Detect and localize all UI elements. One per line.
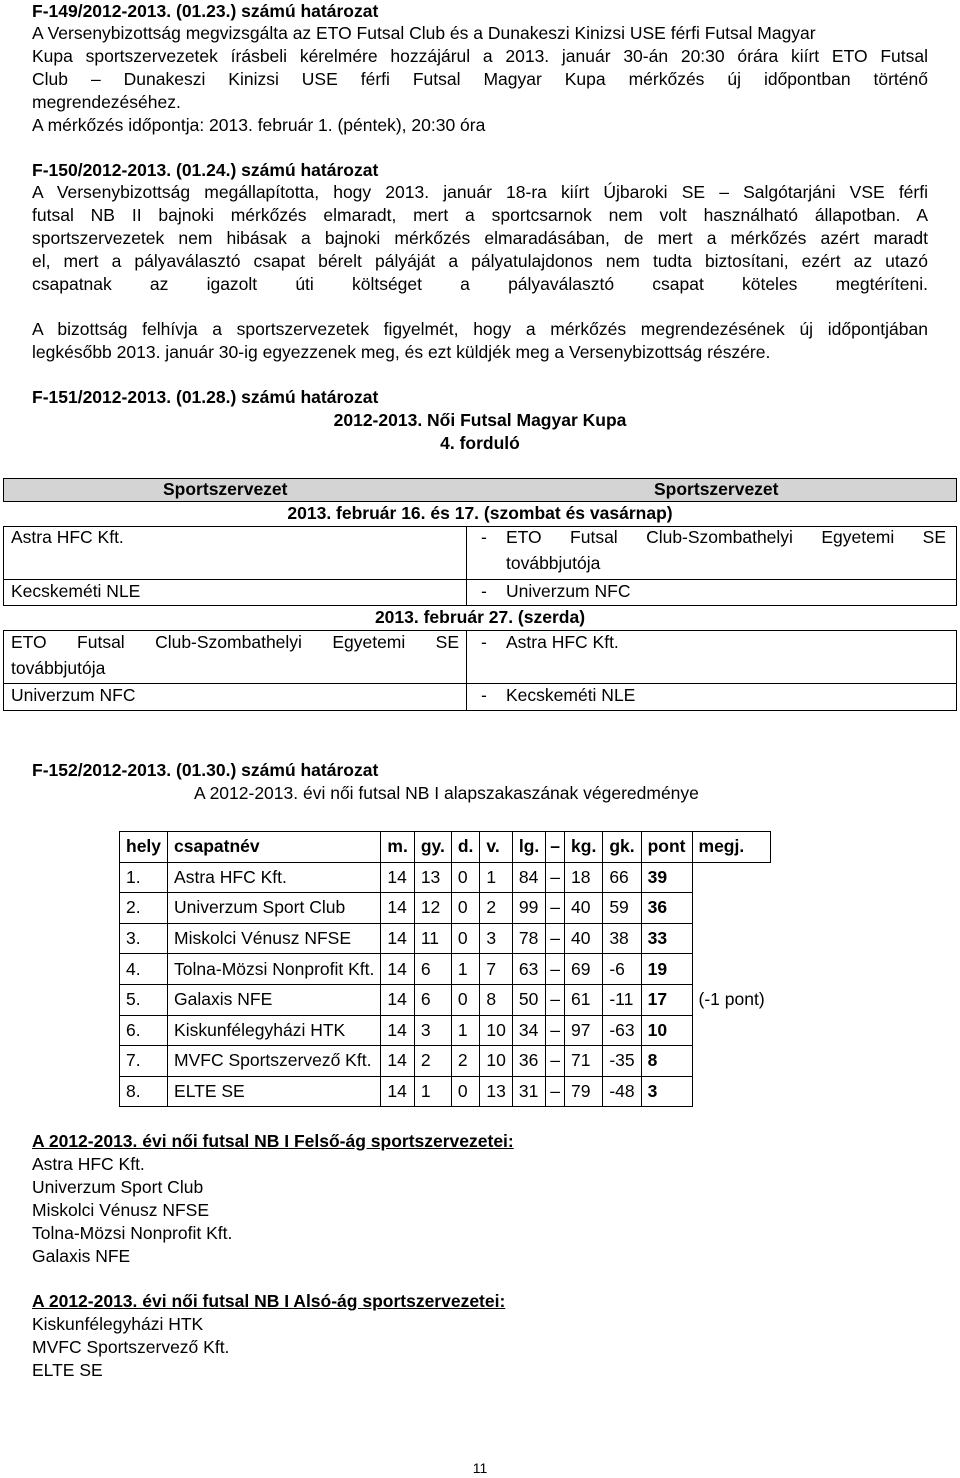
standings-cell-m: 14	[381, 893, 414, 924]
date-row-1: 2013. február 16. és 17. (szombat és vasárnap)	[287, 503, 673, 523]
standings-cell-pts: 17	[641, 984, 692, 1015]
resolution-150-title: F-150/2012-2013. (01.24.) számú határozat	[32, 160, 379, 180]
standings-cell-l: 10	[480, 1015, 512, 1046]
standings-cell-m: 14	[381, 984, 414, 1015]
standings-cell-l: 8	[480, 984, 512, 1015]
match-4-home: Univerzum NFC	[11, 685, 136, 705]
standings-row	[120, 862, 771, 893]
resolution-151-title: F-151/2012-2013. (01.28.) számú határozat	[32, 387, 379, 407]
standings-cell-pos: 6.	[120, 1015, 168, 1046]
standings-cell-team: Miskolci Vénusz NFSE	[168, 923, 381, 954]
standings-cell-note	[692, 862, 771, 893]
resolution-149-line-2: Kupa sportszervezetek írásbeli kérelmére hozzájárul a 2013. január 30-án 20:30 órára kiírt ETO Futsal	[32, 46, 928, 66]
header-cell: csapatnév	[168, 832, 381, 863]
standings-cell-gf: 63	[512, 954, 545, 985]
standings-subtitle: A 2012-2013. évi női futsal NB I alapszakaszának végeredménye	[194, 783, 699, 803]
resolution-149-line-4: megrendezéséhez.	[32, 92, 181, 112]
standings-cell-pts: 3	[641, 1076, 692, 1107]
standings-cell-w: 11	[414, 923, 451, 954]
resolution-150-line-2: futsal NB II bajnoki mérkőzés elmaradt, mert a sportcsarnok nem volt használható állapotban. A	[32, 205, 928, 225]
header-cell: lg.	[512, 832, 545, 863]
upper-club-3: Miskolci Vénusz NFSE	[32, 1200, 209, 1220]
standings-table	[119, 831, 771, 1107]
standings-cell-w: 6	[414, 954, 451, 985]
standings-cell-gd: -63	[603, 1015, 641, 1046]
match-1-home: Astra HFC Kft.	[11, 527, 124, 547]
header-cell: hely	[120, 832, 168, 863]
upper-club-4: Tolna-Mözsi Nonprofit Kft.	[32, 1223, 233, 1243]
standings-cell-dash: –	[546, 1076, 565, 1107]
header-away-club: Sportszervezet	[654, 479, 779, 499]
standings-row	[120, 954, 771, 985]
page-number: 11	[472, 1460, 488, 1476]
standings-cell-gf: 50	[512, 984, 545, 1015]
standings-cell-m: 14	[381, 954, 414, 985]
standings-cell-pts: 33	[641, 923, 692, 954]
standings-cell-dash: –	[546, 1046, 565, 1077]
header-cell: d.	[451, 832, 480, 863]
match-3-home: ETO Futsal Club-Szombathelyi Egyetemi SE	[11, 632, 459, 652]
header-cell: v.	[480, 832, 512, 863]
standings-cell-pos: 5.	[120, 984, 168, 1015]
standings-cell-m: 14	[381, 862, 414, 893]
standings-cell-gf: 99	[512, 893, 545, 924]
standings-cell-w: 1	[414, 1076, 451, 1107]
match-2-home: Kecskeméti NLE	[11, 581, 141, 601]
standings-cell-pts: 39	[641, 862, 692, 893]
upper-group-title: A 2012-2013. évi női futsal NB I Felső-ág sportszervezetei:	[32, 1131, 514, 1151]
standings-cell-note	[692, 1046, 771, 1077]
resolution-152-title: F-152/2012-2013. (01.30.) számú határozat	[32, 760, 379, 780]
match-3-sep: -	[481, 632, 487, 652]
standings-cell-ga: 61	[565, 984, 603, 1015]
date-row-2: 2013. február 27. (szerda)	[374, 607, 586, 627]
standings-cell-ga: 97	[565, 1015, 603, 1046]
standings-cell-gf: 31	[512, 1076, 545, 1107]
standings-cell-note: (-1 pont)	[698, 989, 765, 1010]
resolution-149-title: F-149/2012-2013. (01.23.) számú határozat	[32, 1, 379, 21]
standings-cell-dash: –	[546, 1015, 565, 1046]
cup-title: 2012-2013. Női Futsal Magyar Kupa	[333, 410, 627, 430]
standings-row	[120, 1046, 771, 1077]
standings-cell-team: Kiskunfélegyházi HTK	[168, 1015, 381, 1046]
standings-cell-m: 14	[381, 1076, 414, 1107]
standings-cell-l: 7	[480, 954, 512, 985]
resolution-150-line-6: A bizottság felhívja a sportszervezetek figyelmét, hogy a mérkőzés megrendezésének új időpontjában	[32, 319, 928, 339]
header-cell: gk.	[603, 832, 641, 863]
standings-cell-dash: –	[546, 984, 565, 1015]
standings-cell-l: 1	[480, 862, 512, 893]
standings-cell-w: 12	[414, 893, 451, 924]
standings-row	[120, 893, 771, 924]
header-cell: kg.	[565, 832, 603, 863]
standings-cell-m: 14	[381, 923, 414, 954]
standings-cell-gd: 38	[603, 923, 641, 954]
standings-cell-gd: 59	[603, 893, 641, 924]
standings-cell-team: Tolna-Mözsi Nonprofit Kft.	[168, 954, 381, 985]
standings-cell-d: 0	[451, 923, 480, 954]
standings-cell-ga: 79	[565, 1076, 603, 1107]
standings-cell-pts: 19	[641, 954, 692, 985]
standings-cell-ga: 71	[565, 1046, 603, 1077]
standings-cell-note	[692, 1076, 771, 1107]
round-title: 4. forduló	[440, 433, 520, 453]
standings-cell-gd: 66	[603, 862, 641, 893]
standings-cell-d: 1	[451, 954, 480, 985]
standings-cell-m: 14	[381, 1046, 414, 1077]
match-2-sep: -	[481, 581, 487, 601]
upper-club-1: Astra HFC Kft.	[32, 1154, 145, 1174]
standings-cell-dash: –	[546, 954, 565, 985]
standings-cell-team: Astra HFC Kft.	[168, 862, 381, 893]
header-cell: megj.	[692, 832, 771, 863]
standings-cell-gd: -11	[603, 984, 641, 1015]
standings-cell-team: Galaxis NFE	[168, 984, 381, 1015]
standings-cell-team: MVFC Sportszervező Kft.	[168, 1046, 381, 1077]
header-home-club: Sportszervezet	[163, 479, 288, 499]
standings-cell-d: 0	[451, 984, 480, 1015]
resolution-149-line-1: A Versenybizottság megvizsgálta az ETO Futsal Club és a Dunakeszi Kinizsi USE férfi Futsal Magyar	[32, 23, 816, 43]
standings-cell-note	[692, 893, 771, 924]
standings-cell-pos: 3.	[120, 923, 168, 954]
upper-club-5: Galaxis NFE	[32, 1246, 131, 1266]
resolution-150-line-7: legkésőbb 2013. január 30-ig egyezzenek meg, és ezt küldjék meg a Versenybizottság részére.	[32, 342, 771, 362]
standings-cell-gf: 84	[512, 862, 545, 893]
standings-cell-d: 1	[451, 1015, 480, 1046]
standings-cell-gd: -35	[603, 1046, 641, 1077]
fixtures-header	[3, 478, 957, 502]
header-cell: m.	[381, 832, 414, 863]
resolution-150-line-4: el, mert a pályaválasztó csapat bérelt pályáját a pályatulajdonos nem tudta biztosítani, ezért az utazó	[32, 251, 928, 271]
match-3-home-cont: továbbjutója	[11, 658, 106, 678]
standings-cell-pts: 8	[641, 1046, 692, 1077]
match-1-away-cont: továbbjutója	[506, 553, 601, 573]
standings-cell-gf: 78	[512, 923, 545, 954]
standings-cell-pos: 1.	[120, 862, 168, 893]
standings-cell-gd: -6	[603, 954, 641, 985]
standings-cell-ga: 40	[565, 923, 603, 954]
standings-row	[120, 1076, 771, 1107]
standings-cell-gf: 34	[512, 1015, 545, 1046]
standings-cell-ga: 18	[565, 862, 603, 893]
standings-header-row	[120, 832, 771, 863]
standings-cell-pos: 8.	[120, 1076, 168, 1107]
standings-cell-note	[692, 923, 771, 954]
standings-cell-dash: –	[546, 893, 565, 924]
standings-cell-pos: 4.	[120, 954, 168, 985]
match-3-away: Astra HFC Kft.	[506, 632, 619, 652]
upper-club-2: Univerzum Sport Club	[32, 1177, 204, 1197]
standings-cell-d: 0	[451, 893, 480, 924]
standings-cell-l: 3	[480, 923, 512, 954]
match-4-away: Kecskeméti NLE	[506, 685, 636, 705]
standings-cell-d: 0	[451, 1076, 480, 1107]
resolution-150-line-1: A Versenybizottság megállapította, hogy 2013. január 18-ra kiírt Újbaroki SE – Salgótarjáni VSE férfi	[32, 182, 928, 202]
standings-cell-gf: 36	[512, 1046, 545, 1077]
lower-club-3: ELTE SE	[32, 1360, 103, 1380]
match-2-away: Univerzum NFC	[506, 581, 631, 601]
standings-cell-l: 13	[480, 1076, 512, 1107]
standings-cell-l: 2	[480, 893, 512, 924]
standings-cell-pos: 2.	[120, 893, 168, 924]
standings-cell-l: 10	[480, 1046, 512, 1077]
resolution-150-line-3: sportszervezetek nem hibásak a bajnoki mérkőzés elmaradásában, de mert a mérkőzés azért maradt	[32, 228, 928, 248]
standings-cell-d: 2	[451, 1046, 480, 1077]
standings-row	[120, 923, 771, 954]
match-1-sep: -	[481, 527, 487, 547]
standings-cell-dash: –	[546, 862, 565, 893]
resolution-149-line-3: Club – Dunakeszi Kinizsi USE férfi Futsal Magyar Kupa mérkőzés új időpontban történő	[32, 69, 928, 89]
standings-row	[120, 984, 771, 1015]
standings-cell-d: 0	[451, 862, 480, 893]
lower-club-1: Kiskunfélegyházi HTK	[32, 1314, 204, 1334]
match-4-sep: -	[481, 685, 487, 705]
header-cell: –	[546, 832, 565, 863]
standings-cell-w: 6	[414, 984, 451, 1015]
match-1-away: ETO Futsal Club-Szombathelyi Egyetemi SE	[506, 527, 946, 547]
standings-cell-pts: 10	[641, 1015, 692, 1046]
standings-cell-w: 13	[414, 862, 451, 893]
standings-cell-gd: -48	[603, 1076, 641, 1107]
standings-cell-pts: 36	[641, 893, 692, 924]
standings-cell-note	[692, 954, 771, 985]
standings-cell-w: 3	[414, 1015, 451, 1046]
lower-group-title: A 2012-2013. évi női futsal NB I Alsó-ág sportszervezetei:	[32, 1291, 506, 1311]
standings-row	[120, 1015, 771, 1046]
standings-cell-team: ELTE SE	[168, 1076, 381, 1107]
standings-cell-dash: –	[546, 923, 565, 954]
header-cell: gy.	[414, 832, 451, 863]
lower-club-2: MVFC Sportszervező Kft.	[32, 1337, 230, 1357]
standings-cell-m: 14	[381, 1015, 414, 1046]
standings-cell-ga: 40	[565, 893, 603, 924]
standings-cell-note	[692, 1015, 771, 1046]
resolution-150-line-5: csapatnak az igazolt úti költséget a pályaválasztó csapat köteles megtéríteni.	[32, 274, 928, 294]
standings-cell-ga: 69	[565, 954, 603, 985]
standings-cell-team: Univerzum Sport Club	[168, 893, 381, 924]
resolution-149-line-5: A mérkőzés időpontja: 2013. február 1. (péntek), 20:30 óra	[32, 115, 486, 135]
standings-cell-pos: 7.	[120, 1046, 168, 1077]
standings-cell-w: 2	[414, 1046, 451, 1077]
header-cell: pont	[641, 832, 692, 863]
